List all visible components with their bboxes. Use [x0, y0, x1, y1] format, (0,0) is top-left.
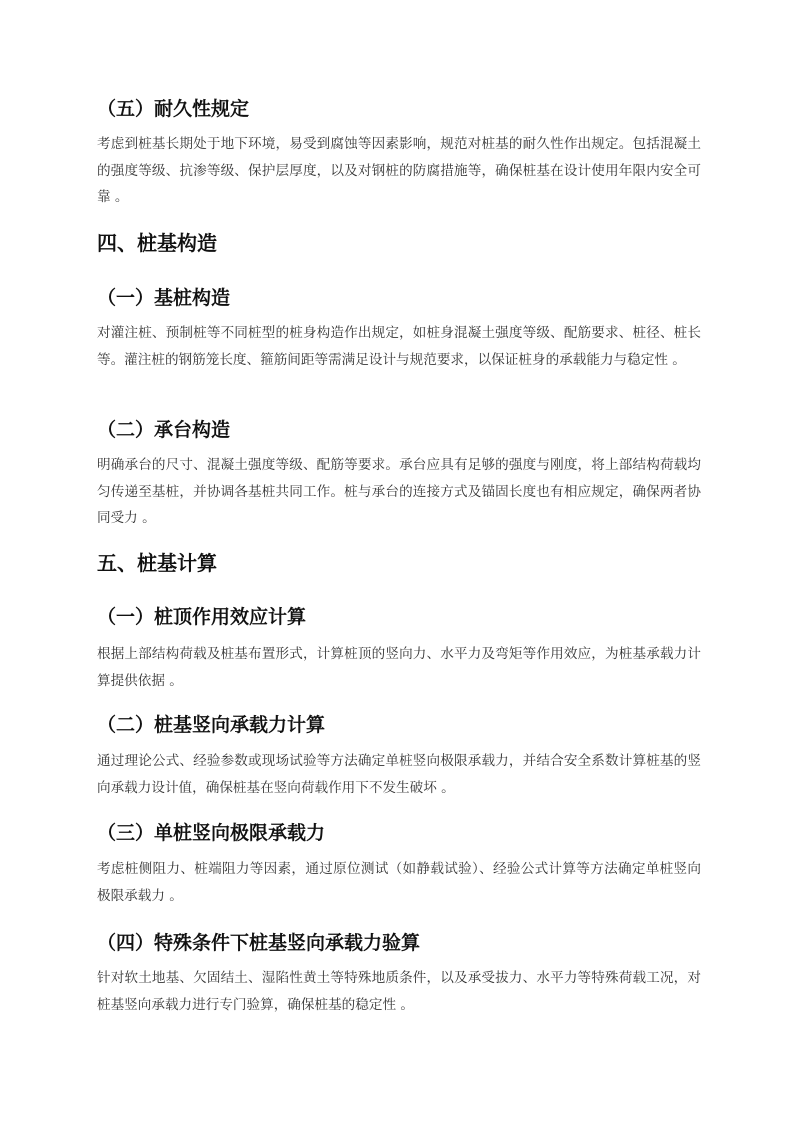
subsection-heading-vertical-bearing: （二）桩基竖向承载力计算	[97, 714, 326, 736]
paragraph-vertical-bearing: 通过理论公式、经验参数或现场试验等方法确定单桩竖向极限承载力，并结合安全系数计算桩基的竖向承载力设计值，确保桩基在竖向荷载作用下不发生破坏 。	[97, 753, 701, 796]
paragraph-pile-top-effect: 根据上部结构荷载及桩基布置形式，计算桩顶的竖向力、水平力及弯矩等作用效应，为桩基承载力计算提供依据 。	[97, 646, 701, 689]
paragraph-durability: 考虑到桩基长期处于地下环境，易受到腐蚀等因素影响，规范对桩基的耐久性作出规定。包括混凝土的强度等级、抗渗等级、保护层厚度，以及对钢桩的防腐措施等，确保桩基在设计使用年限内安全可靠 。	[97, 136, 701, 205]
subsection-heading-durability: （五）耐久性规定	[97, 98, 250, 120]
section-heading-pile-calculation: 五、桩基计算	[97, 551, 217, 575]
subsection-heading-pile-top-effect: （一）桩顶作用效应计算	[97, 606, 307, 628]
subsection-heading-special-conditions: （四）特殊条件下桩基竖向承载力验算	[97, 932, 421, 954]
subsection-heading-ultimate-bearing: （三）单桩竖向极限承载力	[97, 822, 326, 844]
subsection-heading-pile-body-construction: （一）基桩构造	[97, 287, 231, 309]
section-heading-pile-construction: 四、桩基构造	[97, 231, 217, 255]
paragraph-pile-body-construction: 对灌注桩、预制桩等不同桩型的桩身构造作出规定，如桩身混凝土强度等级、配筋要求、桩径、桩长等。灌注桩的钢筋笼长度、箍筋间距等需满足设计与规范要求，以保证桩身的承载能力与稳定性 。	[97, 325, 701, 368]
paragraph-cap-construction: 明确承台的尺寸、混凝土强度等级、配筋等要求。承台应具有足够的强度与刚度，将上部结构荷载均匀传递至基桩，并协调各基桩共同工作。桩与承台的连接方式及锚固长度也有相应规定，确保两者协同受力 。	[97, 457, 701, 526]
paragraph-ultimate-bearing: 考虑桩侧阻力、桩端阻力等因素，通过原位测试（如静载试验）、经验公式计算等方法确定单桩竖向极限承载力 。	[97, 861, 701, 904]
paragraph-special-conditions: 针对软土地基、欠固结土、湿陷性黄土等特殊地质条件，以及承受拔力、水平力等特殊荷载工况，对桩基竖向承载力进行专门验算，确保桩基的稳定性 。	[97, 970, 701, 1013]
subsection-heading-cap-construction: （二）承台构造	[97, 419, 231, 441]
